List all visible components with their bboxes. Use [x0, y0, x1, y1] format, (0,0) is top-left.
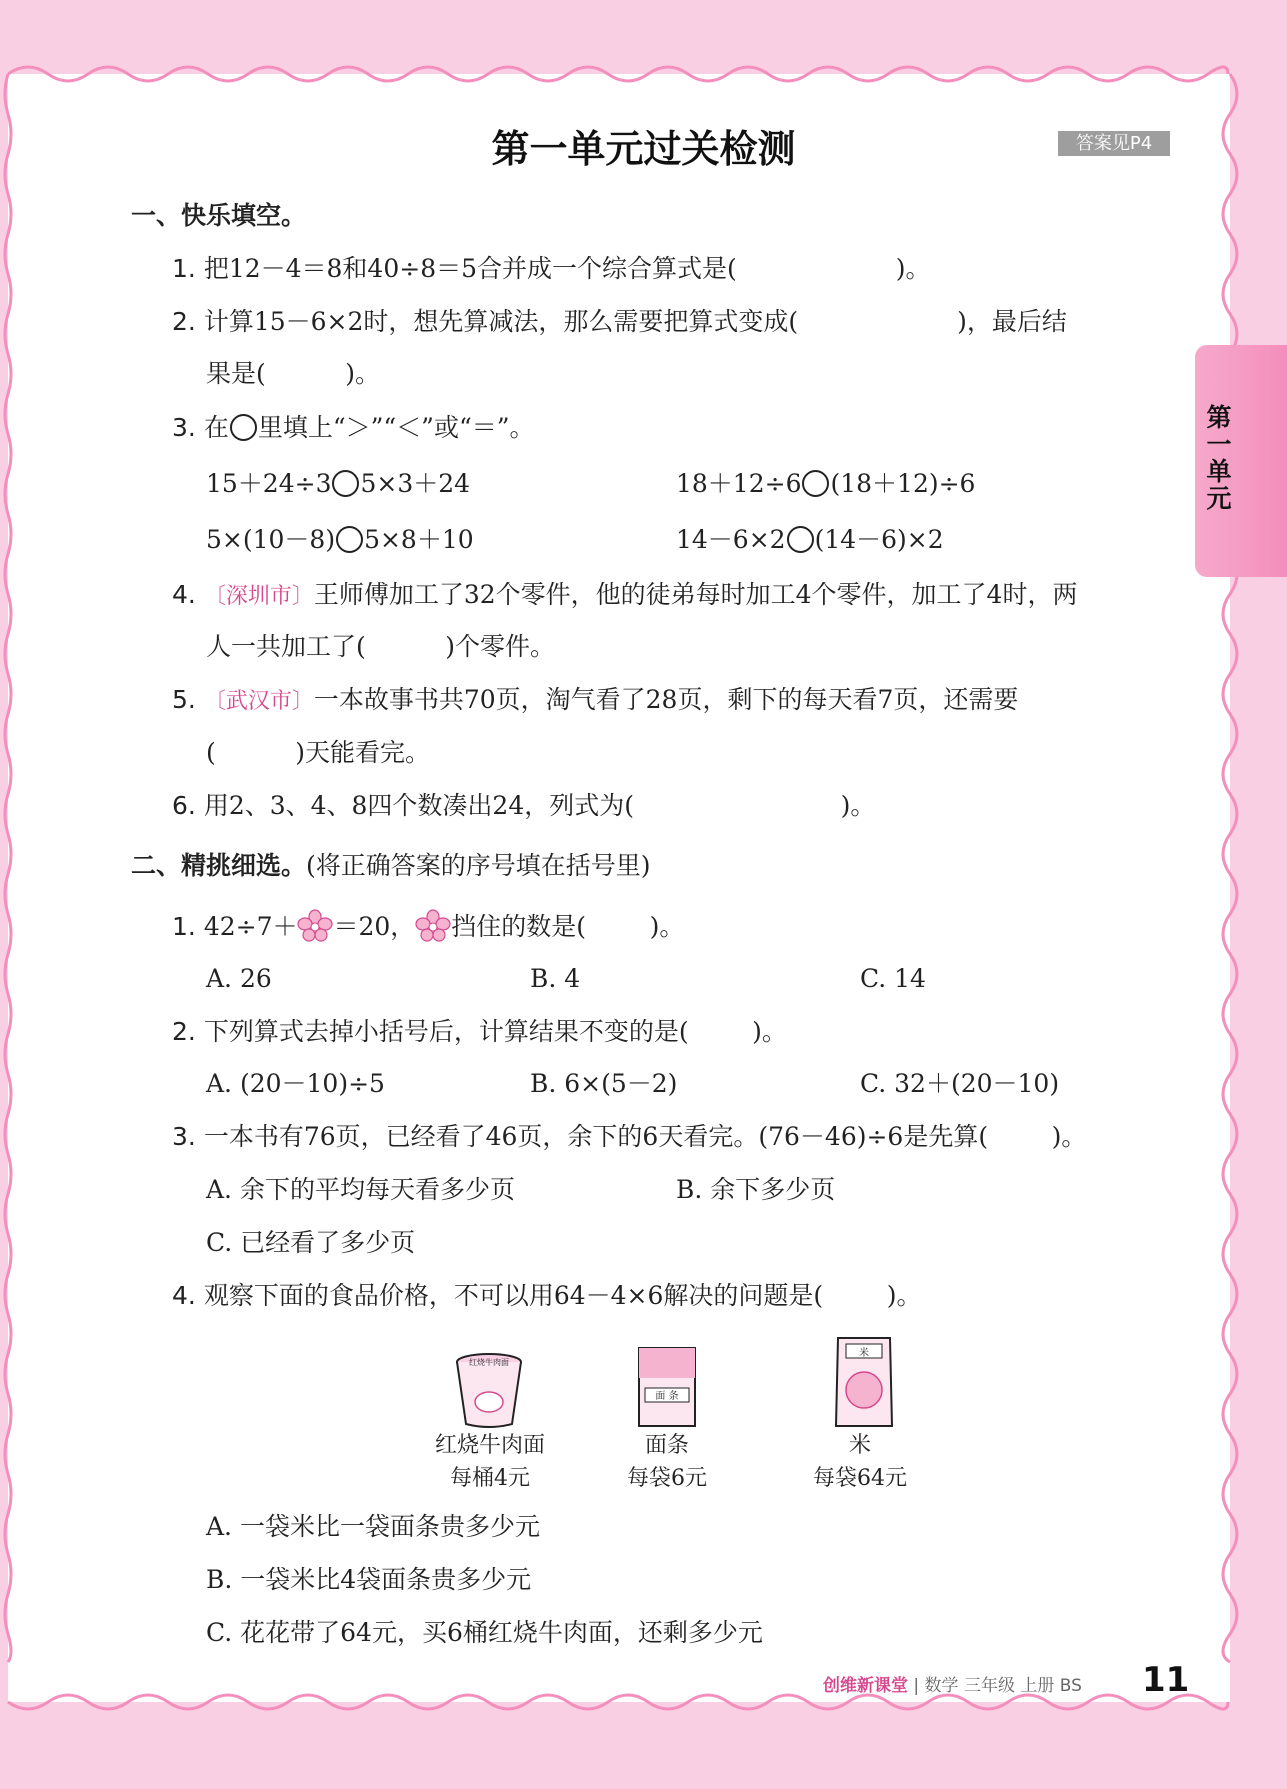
- s2-q2-text: 下列算式去掉小括号后，计算结果不变的是( )。: [203, 1017, 787, 1046]
- page-number: 11: [1142, 1660, 1190, 1700]
- unit-side-tab-label: 第一单元: [1203, 404, 1232, 512]
- s1-question-4: 4. 〔深圳市〕王师傅加工了32个零件，他的徒弟每时加工4个零件，加工了4时，两: [172, 580, 1078, 609]
- s2-q4-option-a[interactable]: A. 一袋米比一袋面条贵多少元: [206, 1512, 540, 1541]
- s1-q5-city-tag: 〔武汉市〕: [203, 689, 314, 714]
- noodle-cup-label: 红烧牛肉面: [469, 1358, 509, 1367]
- noodle-cup-icon: [454, 1352, 524, 1430]
- food-price-rice: 每袋64元: [813, 1466, 907, 1491]
- s2-q2-option-b[interactable]: B. 6×(5－2): [530, 1069, 678, 1098]
- s1-q3-text-b: 里填上“＞”“＜”或“＝”。: [257, 413, 535, 442]
- footer-divider: |: [908, 1676, 925, 1696]
- s2-question-3: 3. 一本书有76页，已经看了46页，余下的6天看完。(76－46)÷6是先算( )。: [172, 1122, 1087, 1151]
- s1-q1-text: 把12－4＝8和40÷8＝5合并成一个综合算式是( )。: [203, 254, 931, 283]
- answer-circle-a[interactable]: [332, 470, 359, 497]
- rice-bag-icon: [832, 1334, 896, 1430]
- s1-q3-item-c: [206, 524, 474, 556]
- flower-icon: [415, 909, 451, 943]
- s1-question-6: 6. 用2、3、4、8四个数凑出24，列式为( )。: [172, 791, 876, 820]
- noodle-bag-label: 面 条: [655, 1391, 679, 1402]
- food-name-rice: 米: [848, 1433, 871, 1458]
- s1-q6-text: 用2、3、4、8四个数凑出24，列式为( )。: [203, 791, 876, 820]
- footer-details: 数学 三年级 上册 BS: [924, 1676, 1082, 1696]
- food-price-noodle-bag: 每袋6元: [627, 1466, 707, 1491]
- s1-q4-text-a: 王师傅加工了32个零件，他的徒弟每时加工4个零件，加工了4时，两: [313, 580, 1078, 609]
- s2-q3-option-b[interactable]: B. 余下多少页: [676, 1175, 836, 1204]
- s1-q5-text-b: ( )天能看完。: [206, 738, 430, 767]
- s1-q3-text-a: 在: [203, 413, 229, 442]
- s2-question-4: 4. 观察下面的食品价格，不可以用64－4×6解决的问题是( )。: [172, 1281, 922, 1310]
- page-title: 第一单元过关检测: [491, 127, 796, 171]
- food-name-noodle-bag: 面条: [644, 1433, 689, 1458]
- s1-q3-item-a: [206, 468, 470, 500]
- food-caption-noodle-bag: [607, 1429, 727, 1495]
- s2-q3-option-a[interactable]: A. 余下的平均每天看多少页: [206, 1175, 515, 1204]
- q3a-left: 15＋24÷3: [206, 469, 332, 498]
- section1-heading: 一、快乐填空。: [131, 201, 307, 230]
- s2-q1-pre: 42÷7＋: [203, 912, 298, 941]
- s1-q4-city-tag: 〔深圳市〕: [203, 584, 314, 609]
- s2-q3-text: 一本书有76页，已经看了46页，余下的6天看完。(76－46)÷6是先算( )。: [203, 1122, 1087, 1151]
- s2-q3-option-c[interactable]: C. 已经看了多少页: [206, 1228, 416, 1257]
- s2-q1-option-c[interactable]: C. 14: [860, 964, 926, 993]
- answer-circle-c[interactable]: [336, 526, 363, 553]
- section2-heading-text: 二、精挑细选。: [131, 851, 307, 880]
- answer-circle-d[interactable]: [787, 526, 814, 553]
- footer-info: [823, 1671, 1082, 1696]
- section2-heading-note: (将正确答案的序号填在括号里): [306, 851, 651, 880]
- rice-bag-label: 米: [859, 1348, 869, 1359]
- s2-q1-mid: ＝20，: [333, 912, 416, 941]
- s2-q2-option-a[interactable]: A. (20－10)÷5: [206, 1069, 385, 1098]
- s1-q5-text-a: 一本故事书共70页，淘气看了28页，剩下的每天看7页，还需要: [313, 685, 1019, 714]
- q3c-left: 5×(10－8): [206, 525, 336, 554]
- section2-heading: [131, 850, 651, 882]
- answer-reference-badge: 答案见P4: [1058, 131, 1170, 156]
- answer-circle-b[interactable]: [802, 470, 829, 497]
- s2-q1-post: 挡住的数是( )。: [451, 912, 685, 941]
- q3b-right: (18＋12)÷6: [830, 469, 976, 498]
- food-price-noodle-cup: 每桶4元: [450, 1466, 530, 1491]
- s1-q3-item-d: [676, 524, 944, 556]
- s2-q1-option-b[interactable]: B. 4: [530, 964, 581, 993]
- s1-q2-text-a: 计算15－6×2时，想先算减法，那么需要把算式变成( )，最后结: [203, 307, 1067, 336]
- s1-q3-item-b: [676, 468, 975, 500]
- s1-q2-text-b: 果是( )。: [206, 359, 380, 388]
- s2-question-1: 1. 42÷7＋ ＝20， 挡住的数是( )。: [172, 909, 684, 943]
- q3c-right: 5×8＋10: [364, 525, 474, 554]
- s2-q4-option-c[interactable]: C. 花花带了64元，买6桶红烧牛肉面，还剩多少元: [206, 1618, 763, 1647]
- q3a-right: 5×3＋24: [360, 469, 471, 498]
- s1-question-1: 1. 把12－4＝8和40÷8＝5合并成一个综合算式是( )。: [172, 254, 931, 283]
- s2-question-2: 2. 下列算式去掉小括号后，计算结果不变的是( )。: [172, 1017, 787, 1046]
- food-caption-rice: [795, 1429, 925, 1495]
- s2-q1-option-a[interactable]: A. 26: [206, 964, 272, 993]
- flower-icon: [297, 909, 333, 943]
- footer-brand: 创维新课堂: [823, 1676, 908, 1696]
- q3b-left: 18＋12÷6: [676, 469, 802, 498]
- s2-q4-option-b[interactable]: B. 一袋米比4袋面条贵多少元: [206, 1565, 532, 1594]
- noodle-bag-icon: [635, 1346, 699, 1430]
- q3d-right: (14－6)×2: [814, 525, 944, 554]
- food-name-noodle-cup: 红烧牛肉面: [434, 1433, 545, 1458]
- s2-q2-option-c[interactable]: C. 32＋(20－10): [860, 1069, 1060, 1098]
- s1-question-5: 5. 〔武汉市〕一本故事书共70页，淘气看了28页，剩下的每天看7页，还需要: [172, 685, 1019, 714]
- q3d-left: 14－6×2: [676, 525, 786, 554]
- s2-q4-text: 观察下面的食品价格，不可以用64－4×6解决的问题是( )。: [203, 1281, 922, 1310]
- s1-question-3: 3. 在 里填上“＞”“＜”或“＝”。: [172, 413, 535, 442]
- s1-question-2: 2. 计算15－6×2时，想先算减法，那么需要把算式变成( )，最后结: [172, 307, 1067, 336]
- compare-circle-icon: [230, 414, 257, 441]
- s1-q4-text-b: 人一共加工了( )个零件。: [206, 632, 555, 661]
- food-caption-noodle-cup: [419, 1429, 561, 1495]
